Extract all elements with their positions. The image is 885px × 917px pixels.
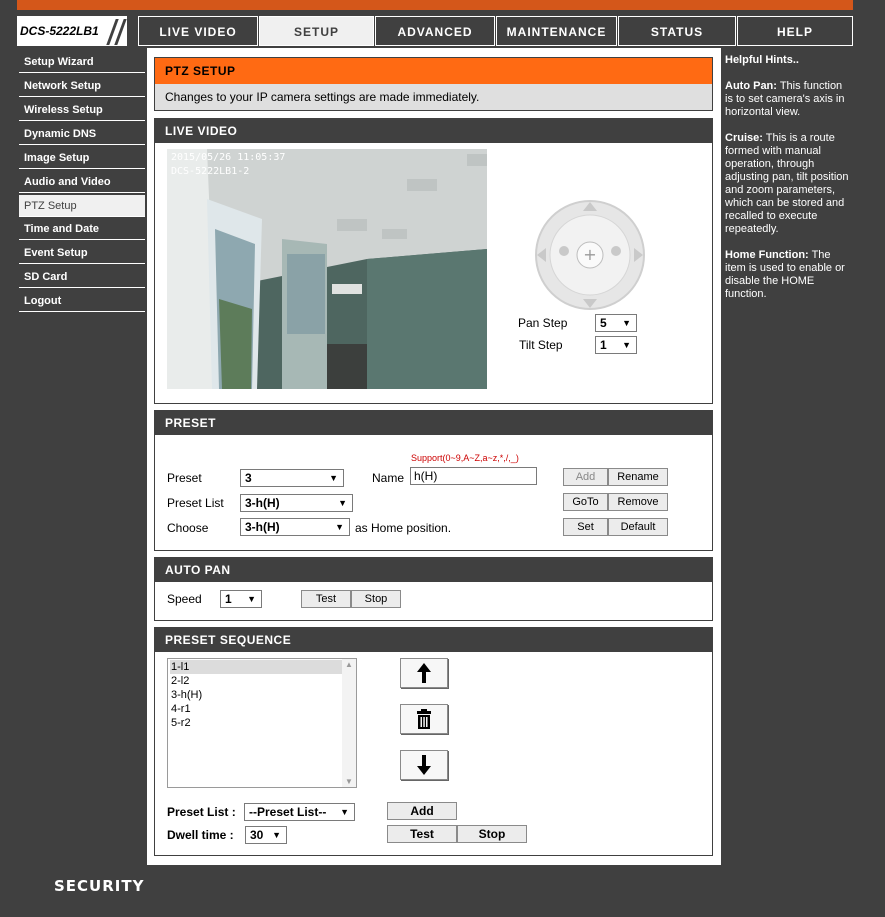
preset-value: 3 [245, 471, 252, 485]
remove-preset-button[interactable]: Remove [608, 493, 668, 511]
preset-label: Preset [167, 471, 202, 485]
sidebar [17, 48, 145, 865]
hint-home-text: The item is used to enable or disable the HOME function. [725, 249, 845, 300]
osd-timestamp: 2015/05/26 11:05:37 [171, 152, 286, 163]
live-video-feed [167, 149, 487, 389]
hints-title: Helpful Hints.. [725, 54, 799, 66]
move-down-button[interactable] [400, 750, 448, 780]
chevron-down-icon: ▼ [247, 594, 256, 604]
video-frame-image [167, 149, 487, 389]
hint-auto-pan [725, 80, 851, 119]
sequence-test-button[interactable]: Test [387, 825, 457, 843]
tab-status[interactable]: STATUS [618, 16, 736, 46]
add-preset-button[interactable]: Add [563, 468, 608, 486]
list-scrollbar[interactable] [342, 659, 356, 787]
hint-cruise-label: Cruise: [725, 132, 763, 144]
sidebar-item-audio-video[interactable]: Audio and Video [19, 171, 145, 193]
sequence-stop-button[interactable]: Stop [457, 825, 527, 843]
brand-strip [17, 0, 853, 10]
sidebar-item-logout[interactable]: Logout [19, 290, 145, 312]
helpful-hints [721, 48, 853, 865]
model-name: DCS-5222LB1 [20, 24, 99, 38]
pan-step-select[interactable] [595, 314, 637, 332]
arrow-up-icon [416, 662, 432, 684]
chevron-down-icon: ▼ [335, 522, 344, 532]
sequence-preset-list-label: Preset List : [167, 805, 236, 819]
home-position-text: as Home position. [355, 521, 452, 535]
scroll-down-icon[interactable]: ▼ [345, 777, 353, 786]
sidebar-item-image-setup[interactable]: Image Setup [19, 147, 145, 169]
chevron-down-icon: ▼ [272, 830, 281, 840]
hint-auto-pan-label: Auto Pan: [725, 80, 777, 92]
auto-pan-test-button[interactable]: Test [301, 590, 351, 608]
list-item[interactable]: 3-h(H) [171, 689, 203, 701]
sidebar-item-network-setup[interactable]: Network Setup [19, 75, 145, 97]
sidebar-item-ptz-setup[interactable]: PTZ Setup [19, 195, 145, 217]
tab-maintenance[interactable]: MAINTENANCE [496, 16, 617, 46]
set-home-button[interactable]: Set [563, 518, 608, 536]
sidebar-item-time-date[interactable]: Time and Date [19, 218, 145, 240]
page-description: Changes to your IP camera settings are made immediately. [155, 84, 712, 110]
list-item[interactable]: 5-r2 [171, 717, 191, 729]
home-preset-value: 3-h(H) [245, 520, 280, 534]
goto-preset-button[interactable]: GoTo [563, 493, 608, 511]
list-item[interactable]: 2-l2 [171, 675, 190, 687]
chevron-down-icon: ▼ [340, 807, 349, 817]
hint-cruise-text: This is a route formed with manual operation, through adjusting pan, tilt position and zoom parameters, which can be stored and recalled to execute repeatedly. [725, 132, 849, 235]
arrow-down-icon [416, 754, 432, 776]
chevron-down-icon: ▼ [622, 318, 631, 328]
sidebar-item-wireless-setup[interactable]: Wireless Setup [19, 99, 145, 121]
auto-pan-panel [154, 557, 713, 621]
ptz-control-pad[interactable] [534, 199, 646, 311]
sequence-preset-list-select[interactable] [244, 803, 355, 821]
hint-auto-pan-text: This function is to set camera's axis in horizontal view. [725, 80, 845, 118]
list-item[interactable]: 1-l1 [170, 660, 342, 674]
chevron-down-icon: ▼ [329, 473, 338, 483]
choose-label: Choose [167, 521, 209, 535]
tab-advanced[interactable]: ADVANCED [375, 16, 495, 46]
tilt-step-label: Tilt Step [519, 338, 563, 352]
default-home-button[interactable]: Default [608, 518, 668, 536]
osd-camera-name: DCS-5222LB1-2 [171, 166, 250, 177]
section-title: PRESET [155, 411, 712, 435]
preset-name-input[interactable] [410, 467, 537, 485]
chevron-down-icon: ▼ [622, 340, 631, 350]
model-badge [17, 16, 127, 46]
tab-setup[interactable]: SETUP [259, 16, 374, 46]
page-title: PTZ SETUP [155, 58, 712, 84]
sidebar-item-event-setup[interactable]: Event Setup [19, 242, 145, 264]
tab-live-video[interactable]: LIVE VIDEO [138, 16, 258, 46]
sidebar-item-dynamic-dns[interactable]: Dynamic DNS [19, 123, 145, 145]
tab-help[interactable]: HELP [737, 16, 853, 46]
pan-step-value: 5 [600, 316, 607, 330]
footer [17, 865, 853, 909]
svg-text:+: + [583, 245, 597, 264]
preset-list-value: 3-h(H) [245, 496, 280, 510]
preset-list-label: Preset List [167, 496, 224, 510]
dwell-time-value: 30 [250, 828, 264, 842]
section-title: AUTO PAN [155, 558, 712, 582]
scroll-up-icon[interactable]: ▲ [345, 660, 353, 669]
tilt-step-select[interactable] [595, 336, 637, 354]
hint-home-function [725, 249, 851, 301]
rename-preset-button[interactable]: Rename [608, 468, 668, 486]
speed-label: Speed [167, 592, 202, 606]
delete-item-button[interactable] [400, 704, 448, 734]
sequence-preset-list-value: --Preset List-- [249, 805, 327, 819]
section-title: PRESET SEQUENCE [155, 628, 712, 652]
tilt-step-value: 1 [600, 338, 607, 352]
sidebar-item-setup-wizard[interactable]: Setup Wizard [19, 51, 145, 73]
preset-list-select[interactable] [240, 494, 353, 512]
speed-select[interactable] [220, 590, 262, 608]
preset-select[interactable] [240, 469, 344, 487]
hint-cruise [725, 132, 851, 236]
dwell-time-label: Dwell time : [167, 828, 234, 842]
section-title: LIVE VIDEO [155, 119, 712, 143]
hint-home-label: Home Function: [725, 249, 809, 261]
chevron-down-icon: ▼ [338, 498, 347, 508]
support-hint: Support(0~9,A~Z,a~z,*,/,_) [411, 453, 519, 463]
trash-icon [415, 708, 433, 730]
list-item[interactable]: 4-r1 [171, 703, 191, 715]
sequence-listbox[interactable] [167, 658, 357, 788]
security-logo: SECURITY [54, 877, 145, 895]
auto-pan-stop-button[interactable]: Stop [351, 590, 401, 608]
home-preset-select[interactable] [240, 518, 350, 536]
move-up-button[interactable] [400, 658, 448, 688]
speed-value: 1 [225, 592, 232, 606]
dwell-time-select[interactable] [245, 826, 287, 844]
name-label: Name [372, 471, 405, 485]
pan-step-label: Pan Step [518, 316, 568, 330]
sidebar-item-sd-card[interactable]: SD Card [19, 266, 145, 288]
ptz-setup-panel [154, 57, 713, 111]
sequence-add-button[interactable]: Add [387, 802, 457, 820]
